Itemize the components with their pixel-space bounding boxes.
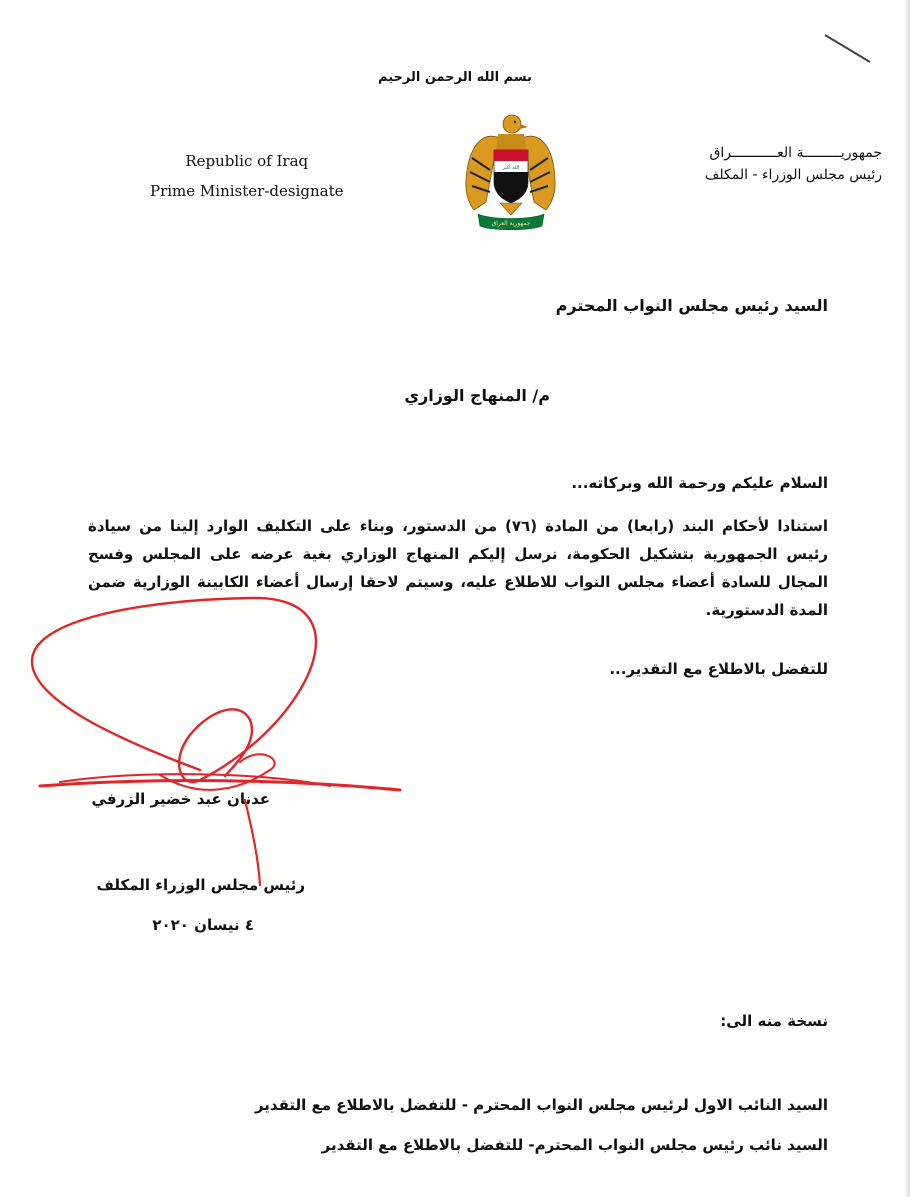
english-office-name: Prime Minister-designate [150, 182, 344, 200]
arabic-office-name: رئيس مجلس الوزراء - المكلف [704, 167, 882, 183]
signatory-name: عدنان عبد خضير الزرفي [91, 790, 270, 808]
letter-body: استنادا لأحكام البند (رابعا) من المادة (٧٦) من الدستور، وبناء على التكليف الوارد إلينا من سيادة رئيس الجمهورية بتشكيل الحكومة، نرسل إليكم المنهاج الوزاري بغية عرضه على المجلس وفسح المجال للسادة أعضاء مجلس النواب للاطلاع عليه، وسيتم لاحقا إرسال أعضاء الكابينة الوزارية ضمن المدة الدستورية. [88, 517, 828, 619]
emblem-flag-text: الله أكبر [502, 165, 520, 171]
arabic-letterhead [705, 142, 882, 186]
letter-date: ٤ نيسان ٢٠٢٠ [152, 916, 254, 934]
staple-mark [820, 30, 880, 70]
letter-closing: للتفضل بالاطلاع مع التقدير... [609, 660, 828, 678]
page-edge-shadow [904, 0, 910, 1197]
emblem-scroll-text: جمهورية العراق [491, 220, 531, 227]
iraq-emblem-icon [460, 110, 560, 235]
copies-heading: نسخة منه الى: [720, 1012, 828, 1030]
basmala-heading: بسم الله الرحمن الرحيم [378, 70, 532, 85]
copy-recipient: السيد النائب الاول لرئيس مجلس النواب المحترم - للتفضل بالاطلاع مع التقدير [254, 1096, 828, 1114]
letter-greeting: السلام عليكم ورحمة الله وبركاته... [571, 474, 828, 492]
letter-addressee: السيد رئيس مجلس النواب المحترم [555, 296, 828, 315]
arabic-country-name: جمهوريـــــــــة العـــــــــــراق [709, 145, 882, 161]
signatory-title: رئيس مجلس الوزراء المكلف [96, 876, 305, 894]
english-country-name: Republic of Iraq [185, 152, 309, 170]
copy-recipient: السيد نائب رئيس مجلس النواب المحترم- للتفضل بالاطلاع مع التقدير [321, 1136, 828, 1154]
english-letterhead [150, 146, 343, 206]
letter-subject: م/ المنهاج الوزاري [404, 386, 550, 405]
